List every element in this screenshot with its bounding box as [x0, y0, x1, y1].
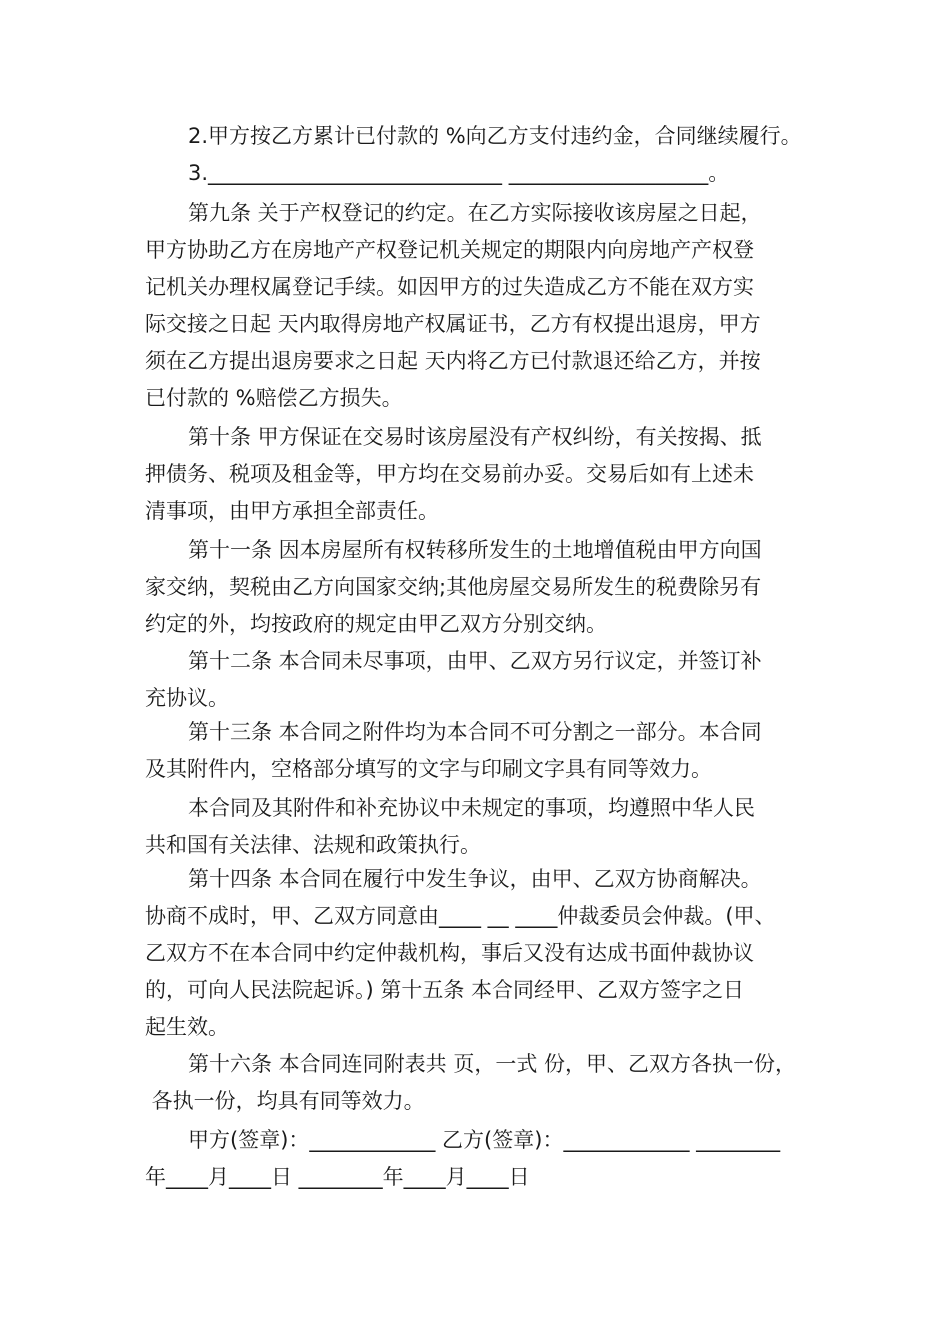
supplement-line-2: 共和国有关法律、法规和政策执行。: [145, 833, 481, 857]
clause-14-line-1: 第十四条 本合同在履行中发生争议，由甲、乙双方协商解决。: [188, 867, 762, 891]
clause-11-line-2: 家交纳，契税由乙方向国家交纳;其他房屋交易所发生的税费除另有: [145, 575, 762, 599]
supplement-line-1: 本合同及其附件和补充协议中未规定的事项，均遵照中华人民: [188, 796, 755, 820]
clause-13-line-1: 第十三条 本合同之附件均为本合同不可分割之一部分。本合同: [188, 720, 762, 744]
clause-9-line-4: 际交接之日起 天内取得房地产权属证书，乙方有权提出退房，甲方: [145, 312, 761, 336]
clause-9-line-6: 已付款的 %赔偿乙方损失。: [145, 386, 403, 410]
clause-14-line-5: 起生效。: [145, 1015, 229, 1039]
clause-16-line-1: 第十六条 本合同连同附表共 页，一式 份，甲、乙双方各执一份，: [188, 1052, 797, 1076]
clause-10-line-2: 押债务、税项及租金等，甲方均在交易前办妥。交易后如有上述未: [145, 462, 754, 486]
clause-16-line-2: 各执一份，均具有同等效力。: [145, 1089, 425, 1113]
clause-8-item-2: 2.甲方按乙方累计已付款的 %向乙方支付违约金，合同继续履行。: [188, 124, 802, 148]
clause-14-line-2: 协商不成时，甲、乙双方同意由____ __ ____仲裁委员会仲裁。(甲、: [145, 904, 776, 928]
signature-line: 甲方(签章)：____________ 乙方(签章)：____________ ________: [188, 1128, 781, 1152]
clause-9-line-3: 记机关办理权属登记手续。如因甲方的过失造成乙方不能在双方实: [145, 275, 754, 299]
clause-9-line-5: 须在乙方提出退房要求之日起 天内将乙方已付款退还给乙方，并按: [145, 349, 761, 373]
clause-12-line-2: 充协议。: [145, 686, 229, 710]
clause-14-line-4: 的，可向人民法院起诉。) 第十五条 本合同经甲、乙双方签字之日: [145, 978, 745, 1002]
date-line: 年____月____日 ________年____月____日: [145, 1165, 530, 1189]
clause-12-line-1: 第十二条 本合同未尽事项，由甲、乙双方另行议定，并签订补: [188, 649, 762, 673]
clause-10-line-3: 清事项，由甲方承担全部责任。: [145, 499, 439, 523]
clause-11-line-1: 第十一条 因本房屋所有权转移所发生的土地增值税由甲方向国: [188, 538, 762, 562]
clause-9-line-2: 甲方协助乙方在房地产产权登记机关规定的期限内向房地产产权登: [145, 238, 754, 262]
clause-13-line-2: 及其附件内，空格部分填写的文字与印刷文字具有同等效力。: [145, 757, 712, 781]
clause-10-line-1: 第十条 甲方保证在交易时该房屋没有产权纠纷，有关按揭、抵: [188, 425, 762, 449]
clause-11-line-3: 约定的外，均按政府的规定由甲乙双方分别交纳。: [145, 612, 607, 636]
clause-9-line-1: 第九条 关于产权登记的约定。在乙方实际接收该房屋之日起，: [188, 201, 762, 225]
clause-8-item-3: 3.____________________________ ___________________。: [188, 161, 730, 185]
clause-14-line-3: 乙双方不在本合同中约定仲裁机构，事后又没有达成书面仲裁协议: [145, 941, 754, 965]
